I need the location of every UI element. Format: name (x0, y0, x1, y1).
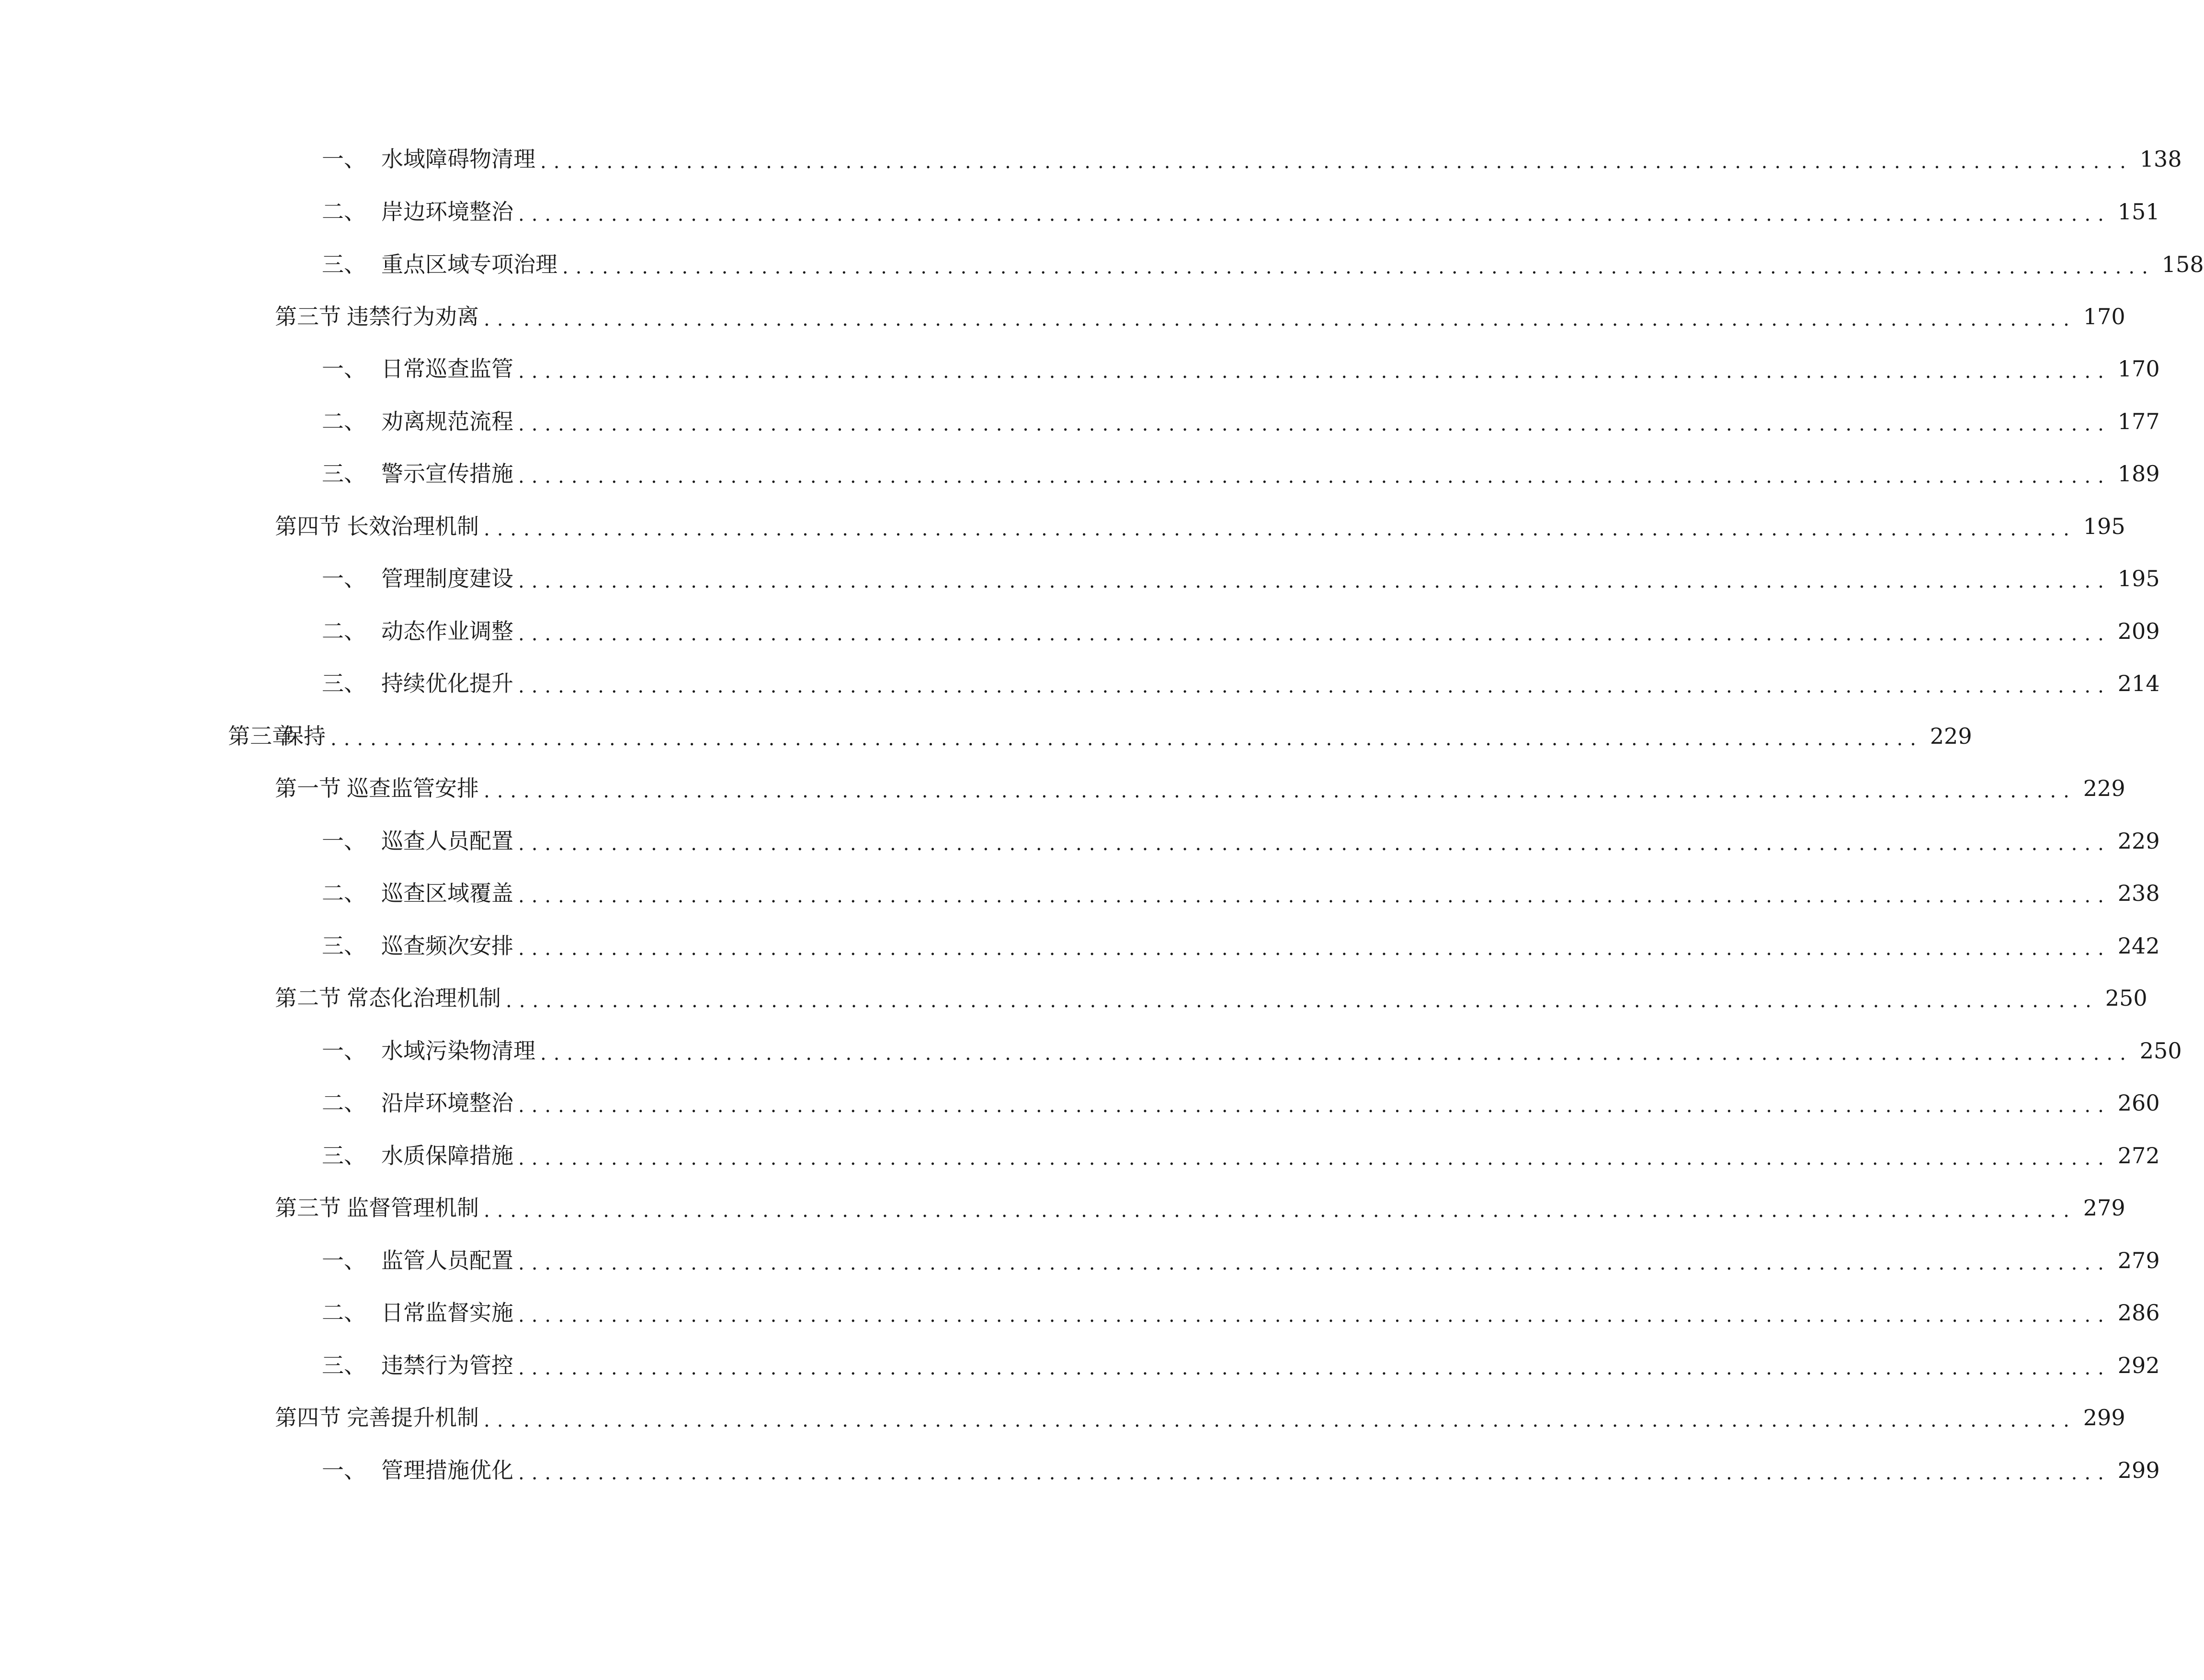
toc-entry-title: 保持 (282, 723, 326, 749)
toc-entry-level-3[interactable] (322, 193, 2160, 231)
toc-entry-level-2[interactable] (275, 1398, 2125, 1437)
toc-entry-title: 完善提升机制 (347, 1405, 479, 1430)
toc-leader-dots: ........................................................................................................................ (540, 1043, 2133, 1065)
toc-entry-number: 二、 (322, 409, 366, 434)
toc-entry-number: 一、 (322, 1248, 366, 1273)
toc-entry-page: 189 (2117, 461, 2160, 487)
toc-entry-page: 279 (2117, 1248, 2160, 1273)
toc-entry-number: 二、 (322, 618, 366, 644)
toc-entry-number: 第一节 (275, 775, 341, 801)
toc-entry-page: 229 (1930, 723, 1972, 749)
toc-entry-number: 三、 (322, 933, 366, 959)
toc-entry-page: 170 (2117, 356, 2160, 382)
toc-entry-number: 二、 (322, 199, 366, 225)
toc-entry-level-3[interactable] (322, 822, 2160, 860)
toc-entry-level-3[interactable] (322, 1136, 2160, 1175)
toc-entry-page: 209 (2117, 618, 2160, 644)
toc-entry-number: 二、 (322, 1090, 366, 1116)
toc-leader-dots: ........................................................................................................................ (484, 518, 2077, 540)
toc-entry-title: 管理措施优化 (381, 1457, 513, 1483)
toc-entry-number: 三、 (322, 461, 366, 487)
toc-leader-dots: ........................................................................................................................ (484, 780, 2077, 802)
toc-entry-page: 214 (2117, 670, 2160, 696)
toc-leader-dots: ........................................................................................................................ (518, 623, 2111, 645)
toc-entry-page: 292 (2117, 1352, 2160, 1378)
toc-leader-dots: ........................................................................................................................ (518, 1095, 2111, 1117)
toc-entry-level-2[interactable] (275, 507, 2125, 545)
toc-entry-title: 巡查频次安排 (381, 933, 513, 959)
toc-entry-title: 水质保障措施 (381, 1143, 513, 1169)
toc-entry-page: 138 (2139, 146, 2182, 172)
toc-leader-dots: ........................................................................................................................ (518, 361, 2111, 383)
toc-entry-title: 警示宣传措施 (381, 461, 513, 487)
toc-entry-number: 二、 (322, 880, 366, 906)
toc-leader-dots: ........................................................................................................................ (518, 413, 2111, 435)
toc-leader-dots: ........................................................................................................................ (518, 570, 2111, 592)
toc-entry-number: 一、 (322, 146, 366, 172)
toc-entry-title: 日常监督实施 (381, 1300, 513, 1326)
toc-entry-number: 第四节 (275, 1405, 341, 1430)
toc-entry-level-3[interactable] (322, 612, 2160, 650)
toc-entry-page: 286 (2117, 1300, 2160, 1326)
toc-entry-number: 第三节 (275, 304, 341, 329)
toc-entry-title: 管理制度建设 (381, 566, 513, 591)
toc-entry-number: 一、 (322, 566, 366, 591)
toc-entry-page: 279 (2083, 1195, 2125, 1221)
toc-leader-dots: ........................................................................................................................ (518, 885, 2111, 907)
toc-leader-dots: ........................................................................................................................ (518, 1252, 2111, 1274)
toc-entry-title: 沿岸环境整治 (381, 1090, 513, 1116)
toc-entry-title: 日常巡查监管 (381, 356, 513, 382)
toc-entry-level-3[interactable] (322, 664, 2160, 703)
toc-entry-page: 229 (2083, 775, 2125, 801)
toc-entry-level-3[interactable] (322, 1084, 2160, 1122)
toc-leader-dots: ........................................................................................................................ (484, 1409, 2077, 1431)
toc-entry-level-3[interactable] (322, 1241, 2160, 1280)
toc-entry-number: 第三节 (275, 1195, 341, 1221)
toc-entry-page: 250 (2105, 985, 2147, 1011)
toc-leader-dots: ........................................................................................................................ (506, 990, 2099, 1012)
toc-leader-dots: ........................................................................................................................ (518, 833, 2111, 855)
toc-entry-level-2[interactable] (275, 979, 2147, 1017)
toc-entry-level-3[interactable] (322, 1032, 2182, 1070)
toc-entry-title: 监督管理机制 (347, 1195, 479, 1221)
toc-entry-page: 238 (2117, 880, 2160, 906)
toc-entry-level-3[interactable] (322, 350, 2160, 388)
toc-entry-number: 第四节 (275, 513, 341, 539)
toc-entry-title: 劝离规范流程 (381, 409, 513, 434)
toc-entry-title: 岸边环境整治 (381, 199, 513, 225)
toc-entry-title: 重点区域专项治理 (381, 251, 557, 277)
toc-entry-page: 195 (2083, 513, 2125, 539)
toc-entry-level-2[interactable] (275, 1189, 2125, 1227)
toc-entry-page: 229 (2117, 828, 2160, 854)
toc-entry-title: 常态化治理机制 (347, 985, 501, 1011)
toc-entry-level-2[interactable] (275, 769, 2125, 807)
toc-entry-level-3[interactable] (322, 1451, 2160, 1489)
toc-entry-level-3[interactable] (322, 1346, 2160, 1385)
toc-leader-dots: ........................................................................................................................ (518, 938, 2111, 960)
toc-entry-title: 持续优化提升 (381, 670, 513, 696)
toc-entry-page: 299 (2117, 1457, 2160, 1483)
toc-entry-number: 三、 (322, 1352, 366, 1378)
toc-entry-title: 巡查监管安排 (347, 775, 479, 801)
toc-entry-number: 一、 (322, 1038, 366, 1064)
toc-entry-level-3[interactable] (322, 454, 2160, 493)
toc-entry-page: 242 (2117, 933, 2160, 959)
toc-entry-level-3[interactable] (322, 1294, 2160, 1332)
toc-entry-title: 长效治理机制 (347, 513, 479, 539)
toc-leader-dots: ........................................................................................................................ (484, 1200, 2077, 1222)
toc-entry-level-3[interactable] (322, 559, 2160, 598)
toc-entry-level-3[interactable] (322, 927, 2160, 965)
toc-entry-number: 三、 (322, 670, 366, 696)
toc-entry-title: 违禁行为劝离 (347, 304, 479, 329)
toc-leader-dots: ........................................................................................................................ (562, 256, 2155, 278)
toc-entry-page: 272 (2117, 1143, 2160, 1169)
toc-entry-level-3[interactable] (322, 140, 2182, 178)
toc-leader-dots: ........................................................................................................................ (540, 151, 2133, 173)
toc-entry-number: 一、 (322, 1457, 366, 1483)
toc-entry-title: 水域障碍物清理 (381, 146, 535, 172)
toc-leader-dots: ........................................................................................................................ (330, 728, 1923, 750)
toc-leader-dots: ........................................................................................................................ (518, 1305, 2111, 1327)
toc-entry-number: 三、 (322, 1143, 366, 1169)
toc-entry-number: 第三章 (228, 723, 294, 749)
toc-leader-dots: ........................................................................................................................ (518, 1147, 2111, 1169)
toc-entry-title: 动态作业调整 (381, 618, 513, 644)
toc-entry-level-3[interactable] (322, 402, 2160, 441)
toc-entry-number: 二、 (322, 1300, 366, 1326)
toc-entry-page: 177 (2117, 409, 2160, 434)
toc-leader-dots: ........................................................................................................................ (518, 1357, 2111, 1379)
toc-entry-level-1[interactable] (228, 717, 1972, 755)
toc-entry-title: 监管人员配置 (381, 1248, 513, 1273)
toc-entry-page: 195 (2117, 566, 2160, 591)
toc-entry-title: 违禁行为管控 (381, 1352, 513, 1378)
toc-leader-dots: ........................................................................................................................ (518, 204, 2111, 226)
toc-leader-dots: ........................................................................................................................ (518, 1462, 2111, 1484)
toc-entry-number: 一、 (322, 356, 366, 382)
toc-entry-page: 170 (2083, 304, 2125, 329)
toc-entry-page: 151 (2117, 199, 2160, 225)
toc-entry-page: 299 (2083, 1405, 2125, 1430)
toc-entry-page: 158 (2161, 251, 2204, 277)
toc-entry-title: 水域污染物清理 (381, 1038, 535, 1064)
toc-leader-dots: ........................................................................................................................ (484, 308, 2077, 330)
toc-leader-dots: ........................................................................................................................ (518, 465, 2111, 488)
toc-entry-title: 巡查人员配置 (381, 828, 513, 854)
toc-entry-page: 250 (2139, 1038, 2182, 1064)
toc-entry-level-3[interactable] (322, 245, 2204, 284)
toc-entry-title: 巡查区域覆盖 (381, 880, 513, 906)
toc-entry-number: 三、 (322, 251, 366, 277)
toc-entry-number: 第二节 (275, 985, 341, 1011)
toc-entry-number: 一、 (322, 828, 366, 854)
toc-entry-level-3[interactable] (322, 874, 2160, 912)
toc-leader-dots: ........................................................................................................................ (518, 675, 2111, 697)
toc-entry-page: 260 (2117, 1090, 2160, 1116)
toc-entry-level-2[interactable] (275, 297, 2125, 336)
